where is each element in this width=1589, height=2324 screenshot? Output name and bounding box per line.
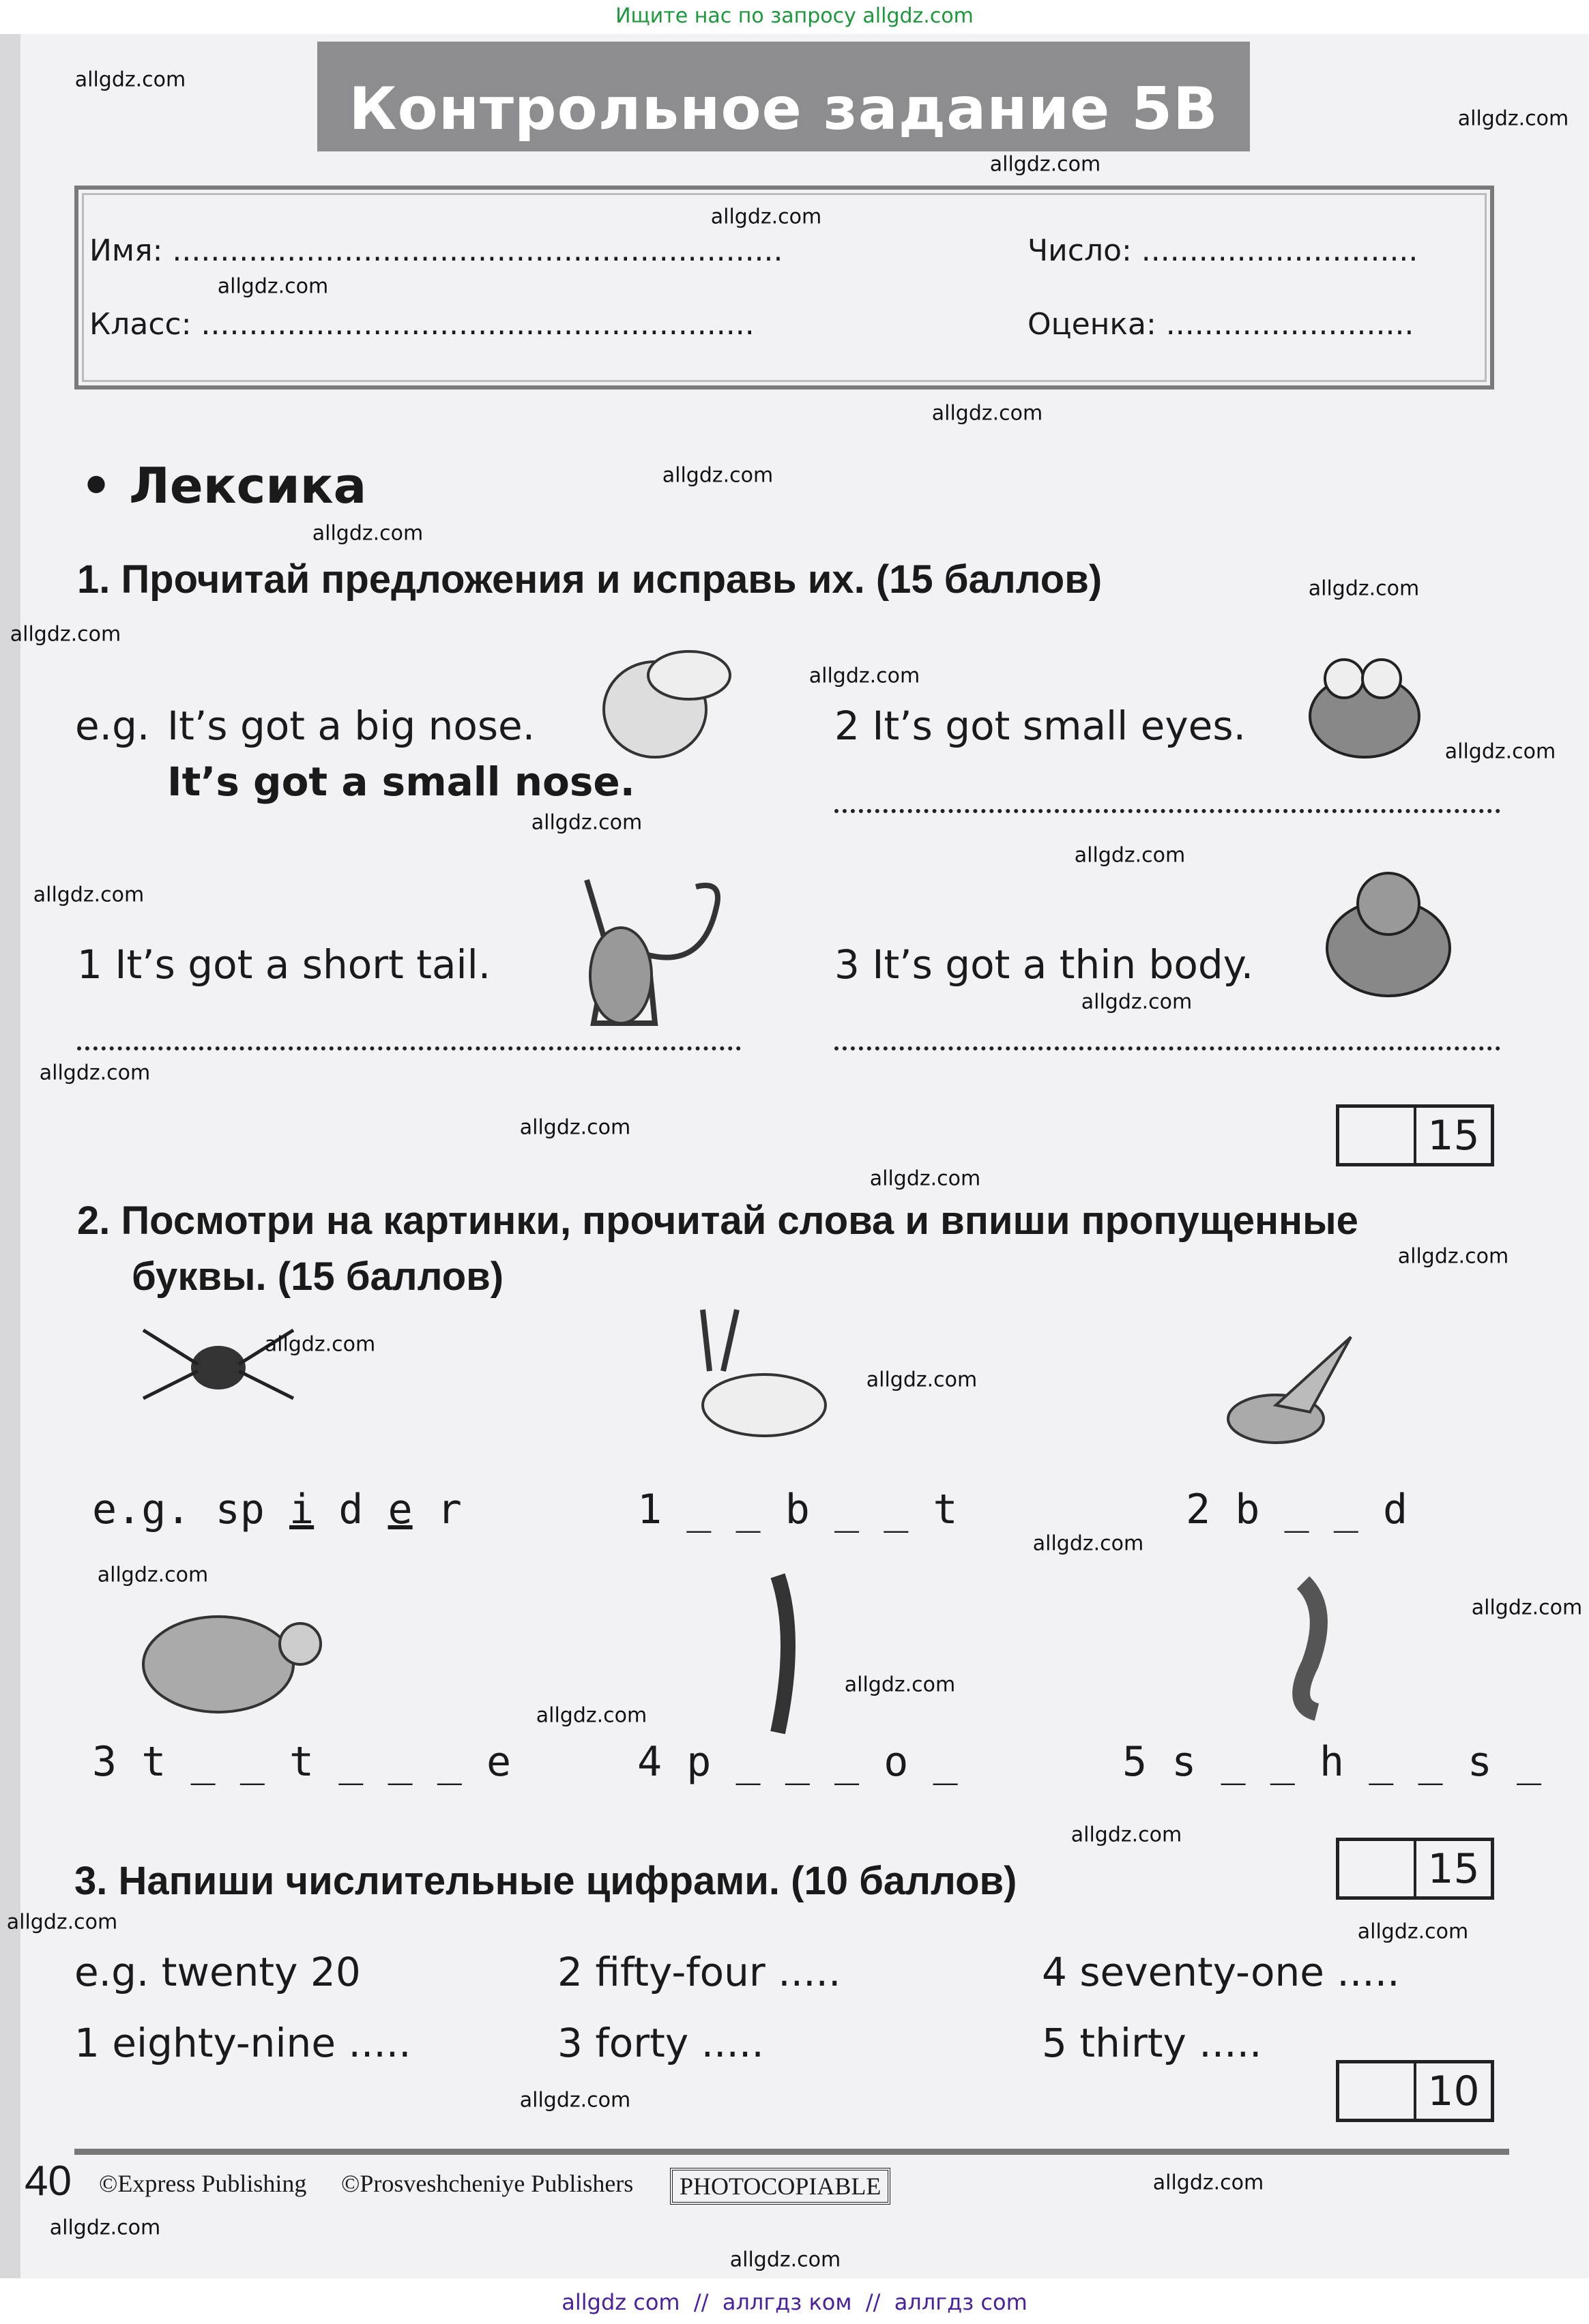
- watermark: allgdz.com: [33, 883, 145, 907]
- answer-line-3[interactable]: [834, 1046, 1500, 1050]
- watermark: allgdz.com: [1032, 1531, 1144, 1556]
- answer-line-1[interactable]: [77, 1046, 741, 1050]
- kangaroo-picture: [546, 866, 737, 1030]
- eg-prefix: e.g. sp: [92, 1486, 265, 1533]
- watermark: allgdz.com: [312, 521, 424, 546]
- task1-score-box: [1336, 1104, 1494, 1166]
- watermark: allgdz.com: [931, 401, 1043, 426]
- seahorse-picture: [1249, 1569, 1358, 1726]
- site-links-footer: allgdz com // аллгдз ком // аллгдз com: [562, 2289, 1027, 2315]
- task2-score-box: [1336, 1838, 1494, 1900]
- rabbit-picture: [662, 1296, 894, 1487]
- grade-field: Оценка: ..........................: [1027, 307, 1414, 342]
- watermark: allgdz.com: [1471, 1595, 1583, 1620]
- task3-item-1[interactable]: 1 eighty-nine .....: [74, 2020, 411, 2066]
- watermark: allgdz.com: [1081, 990, 1193, 1014]
- publisher-1: ©Express Publishing: [99, 2170, 307, 2197]
- task1-item-2: 2 It’s got small eyes.: [834, 703, 1247, 749]
- watermark: allgdz.com: [1308, 576, 1420, 601]
- watermark: allgdz.com: [1074, 843, 1186, 868]
- task3-item-5[interactable]: 5 thirty .....: [1042, 2020, 1262, 2066]
- search-hint-banner: Ищите нас по запросу allgdz.com: [615, 4, 974, 28]
- watermark: allgdz.com: [1444, 739, 1556, 764]
- task1-eg-text: It’s got a big nose.: [167, 703, 536, 749]
- watermark: allgdz.com: [869, 1166, 981, 1191]
- date-field: Число: .............................: [1027, 233, 1418, 268]
- watermark: allgdz.com: [10, 622, 121, 647]
- watermark: allgdz.com: [1397, 1244, 1509, 1269]
- task3-item-2[interactable]: 2 fifty-four .....: [557, 1949, 841, 1995]
- task3-heading: 3. Напиши числительные цифрами. (10 баллов): [74, 1859, 1017, 1903]
- task3-item-4[interactable]: 4 seventy-one .....: [1042, 1949, 1400, 1995]
- frog-picture: [1296, 641, 1433, 771]
- task2-item-3[interactable]: 3 t _ _ t _ _ _ e: [92, 1738, 512, 1786]
- eg-end: r: [437, 1486, 462, 1533]
- watermark: allgdz.com: [1357, 1919, 1469, 1944]
- watermark: allgdz.com: [1070, 1823, 1182, 1847]
- task3-score: 10: [1414, 2063, 1491, 2119]
- eg-letter-2: e: [388, 1486, 413, 1533]
- task2-item-4[interactable]: 4 p _ _ _ o _: [637, 1738, 958, 1786]
- section-heading: • Лексика: [81, 457, 367, 514]
- task3-score-box: [1336, 2060, 1494, 2122]
- watermark: allgdz.com: [49, 2216, 161, 2240]
- watermark: allgdz.com: [536, 1703, 647, 1728]
- watermark: allgdz.com: [662, 463, 774, 488]
- footer-divider: [74, 2149, 1509, 2155]
- watermark: allgdz.com: [729, 2248, 841, 2272]
- answer-line-2[interactable]: [834, 809, 1500, 813]
- watermark: allgdz.com: [1457, 106, 1569, 131]
- task1-item-1: 1 It’s got a short tail.: [77, 941, 491, 988]
- task1-heading: 1. Прочитай предложения и исправь их. (15 баллов): [77, 557, 1103, 602]
- watermark: allgdz.com: [989, 152, 1101, 177]
- page-number: 40: [25, 2158, 72, 2205]
- watermark: allgdz.com: [1152, 2171, 1264, 2195]
- watermark: allgdz.com: [217, 274, 329, 299]
- watermark: allgdz.com: [39, 1061, 151, 1085]
- task2-score: 15: [1414, 1841, 1491, 1896]
- eg-letter-1: i: [289, 1486, 315, 1533]
- tortoise-picture: [130, 1589, 334, 1726]
- bird-picture: [1214, 1323, 1365, 1460]
- task1-item-3: 3 It’s got a thin body.: [834, 941, 1254, 988]
- task2-item-1[interactable]: 1 _ _ b _ _ t: [637, 1486, 958, 1533]
- task1-eg-answer: It’s got a small nose.: [167, 759, 635, 805]
- name-field: Имя: ................................................................: [89, 233, 783, 268]
- koala-picture: [1310, 866, 1467, 1003]
- watermark: allgdz.com: [6, 1910, 118, 1935]
- task1-eg-label: e.g.: [75, 703, 150, 749]
- watermark: allgdz.com: [844, 1673, 956, 1697]
- watermark: allgdz.com: [264, 1332, 376, 1357]
- watermark: allgdz.com: [519, 2088, 631, 2113]
- task2-example: [92, 1486, 462, 1533]
- task2-heading-line2: буквы. (15 баллов): [132, 1254, 504, 1299]
- class-field: Класс: ..........................................................: [89, 307, 755, 342]
- task1-score: 15: [1414, 1108, 1491, 1163]
- task2-item-2[interactable]: 2 b _ _ d: [1186, 1486, 1408, 1533]
- spider-picture: [136, 1310, 300, 1426]
- watermark: allgdz.com: [531, 810, 643, 835]
- watermark: allgdz.com: [710, 205, 822, 229]
- watermark: allgdz.com: [866, 1368, 978, 1392]
- eg-mid: d: [338, 1486, 364, 1533]
- task3-item-3[interactable]: 3 forty .....: [557, 2020, 764, 2066]
- parrot-picture: [750, 1569, 805, 1739]
- task2-heading-line1: 2. Посмотри на картинки, прочитай слова и впиши пропущенные: [77, 1198, 1358, 1243]
- page-title: Контрольное задание 5В: [349, 75, 1219, 143]
- task2-item-5[interactable]: 5 s _ _ h _ _ s _: [1122, 1738, 1542, 1786]
- watermark: allgdz.com: [74, 68, 186, 92]
- watermark: allgdz.com: [519, 1115, 631, 1140]
- sheep-picture: [587, 634, 744, 771]
- watermark: allgdz.com: [97, 1563, 209, 1587]
- scan-edge: [0, 34, 20, 2278]
- watermark: allgdz.com: [808, 664, 920, 688]
- publisher-2: ©Prosveshcheniye Publishers: [341, 2170, 634, 2197]
- photocopiable-badge: PHOTOCOPIABLE: [670, 2168, 890, 2205]
- task3-example: e.g. twenty 20: [74, 1949, 361, 1995]
